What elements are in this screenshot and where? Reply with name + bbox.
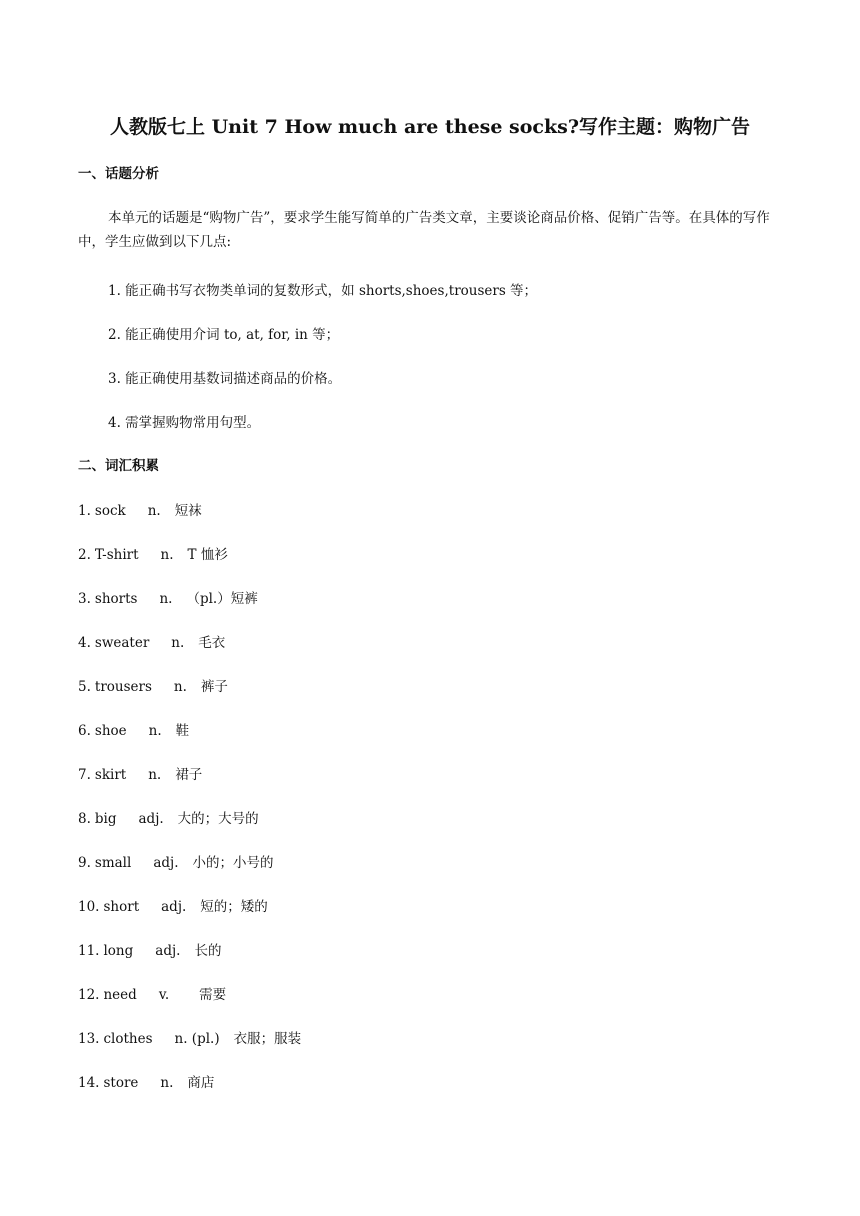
vocab-number: 9. [78,855,91,871]
vocab-part-of-speech: adj. [138,811,164,827]
section-heading-topic-analysis: 一、话题分析 [78,166,159,182]
vocab-item [78,721,189,741]
vocab-word: big [94,811,117,827]
document-title: 人教版七上 Unit 7 How much are these socks?写作主题：购物广告 [110,116,750,138]
vocab-meaning: 衣服；服装 [233,1031,302,1047]
vocab-item [78,1073,214,1093]
vocab-meaning: 小的；小号的 [192,855,274,871]
vocab-number: 4. [78,635,91,651]
vocab-number: 8. [78,811,91,827]
vocab-word: clothes [103,1031,153,1047]
vocab-meaning: 毛衣 [198,635,226,651]
vocab-part-of-speech: v. [158,987,170,1003]
vocab-word: skirt [94,767,127,783]
vocab-item [78,809,259,829]
vocab-meaning: 短袜 [174,503,202,519]
vocab-word: long [103,943,134,959]
vocab-number: 13. [78,1031,100,1047]
vocab-meaning: 长的 [194,943,222,959]
vocab-meaning: 需要 [199,987,227,1003]
vocab-part-of-speech: n. [173,679,187,695]
vocab-item [78,853,273,873]
vocab-part-of-speech: adj. [153,855,179,871]
vocab-item [78,589,258,609]
requirement-item: 4. 需掌握购物常用句型。 [108,415,261,431]
vocab-meaning: 裙子 [175,767,203,783]
requirement-item: 2. 能正确使用介词 to, at, for, in 等； [108,327,340,343]
vocab-part-of-speech: n. [148,767,162,783]
vocab-item [78,677,228,697]
vocab-item [78,501,202,521]
vocab-word: small [94,855,132,871]
vocab-part-of-speech: adj. [161,899,187,915]
vocab-part-of-speech: n. [148,723,162,739]
vocab-item [78,897,268,917]
vocab-number: 2. [78,547,91,563]
vocab-number: 7. [78,767,91,783]
vocab-part-of-speech: n. [160,547,174,563]
vocab-word: shoe [94,723,127,739]
vocab-meaning: （pl.）短裤 [186,591,258,607]
vocab-meaning: T 恤衫 [187,547,228,563]
vocab-meaning: 裤子 [200,679,228,695]
vocab-word: trousers [94,679,152,695]
topic-paragraph-text: 本单元的话题是“购物广告”，要求学生能写简单的广告类文章，主要谈论商品价格、促销广告等。在具体的写作中，学生应做到以下几点: [78,210,770,250]
vocab-word: short [103,899,140,915]
topic-paragraph [78,206,788,254]
vocab-meaning: 商店 [187,1075,215,1091]
vocab-word: need [103,987,137,1003]
vocab-word: store [103,1075,139,1091]
section-heading-vocabulary: 二、词汇积累 [78,458,159,474]
vocab-number: 12. [78,987,100,1003]
vocab-part-of-speech: n. [159,591,173,607]
requirement-item: 1. 能正确书写衣物类单词的复数形式，如 shorts,shoes,trousers 等； [108,283,538,299]
vocab-meaning: 大的；大号的 [177,811,259,827]
vocab-part-of-speech: n. [147,503,161,519]
vocab-number: 1. [78,503,91,519]
vocab-word: sock [94,503,126,519]
vocab-word: sweater [94,635,150,651]
requirement-item: 3. 能正确使用基数词描述商品的价格。 [108,371,342,387]
vocab-number: 5. [78,679,91,695]
vocab-part-of-speech: n. [160,1075,174,1091]
vocab-part-of-speech: adj. [155,943,181,959]
vocab-item [78,765,202,785]
vocab-item [78,985,226,1005]
vocab-number: 10. [78,899,100,915]
vocab-item [78,545,228,565]
vocab-number: 11. [78,943,100,959]
vocab-item [78,633,225,653]
vocab-item [78,1029,301,1049]
vocab-word: shorts [94,591,138,607]
vocab-part-of-speech: n. (pl.) [174,1031,220,1047]
vocab-number: 6. [78,723,91,739]
vocab-meaning: 短的；矮的 [200,899,268,915]
vocab-word: T-shirt [94,547,139,563]
vocab-part-of-speech: n. [171,635,185,651]
vocab-meaning: 鞋 [175,723,190,739]
vocab-number: 14. [78,1075,100,1091]
vocab-number: 3. [78,591,91,607]
vocab-item [78,941,221,961]
